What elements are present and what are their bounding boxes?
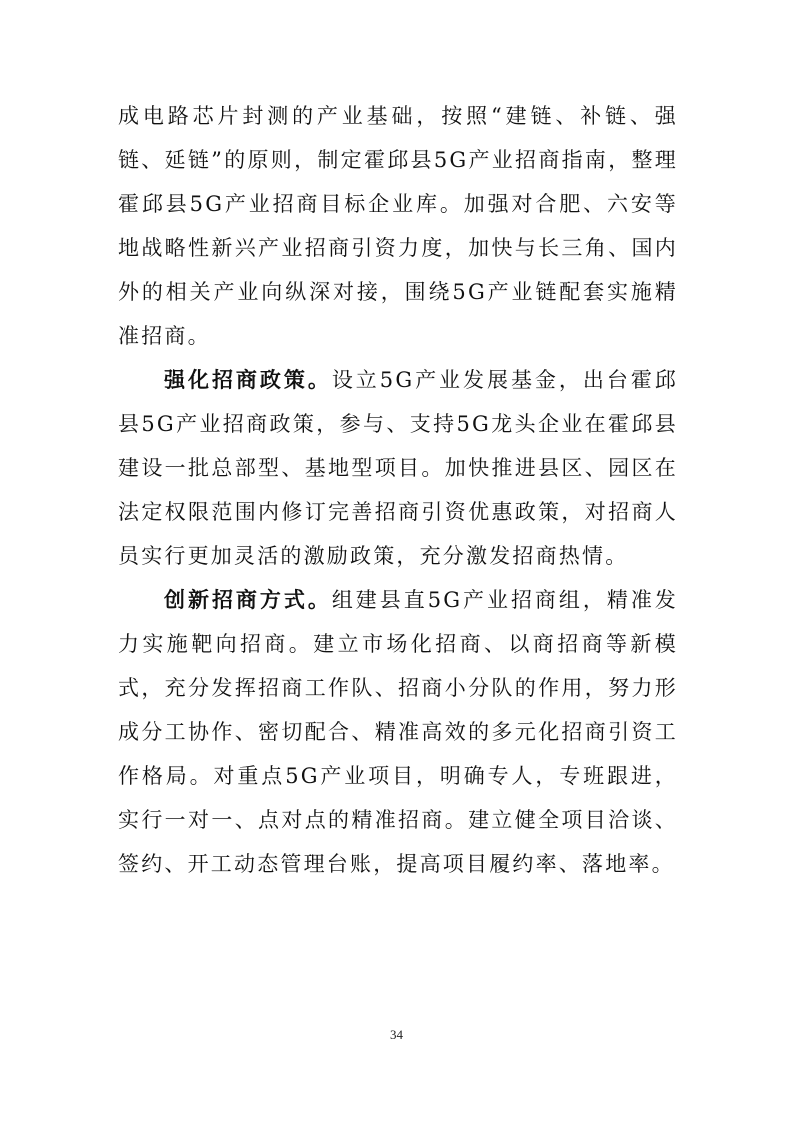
paragraph-text: 组建县直5G产业招商组，精准发力实施靶向招商。建立市场化招商、以商招商等新模式，充分发挥招商工作队、招商小分队的作用，努力形成分工协作、密切配合、精准高效的多元化招商引资工作格局。对重点5G产业项目，明确专人，专班跟进，实行一对一、点对点的精准招商。建立健全项目洽谈、签约、开工动态管理台账，提高项目履约率、落地率。 (118, 588, 678, 876)
paragraph-investment-policy (118, 358, 678, 578)
body-text (118, 94, 678, 886)
page-number: 34 (390, 1027, 403, 1042)
paragraph-text: 成电路芯片封测的产业基础，按照“建链、补链、强链、延链”的原则，制定霍邱县5G产业招商指南，整理霍邱县5G产业招商目标企业库。加强对合肥、六安等地战略性新兴产业招商引资力度，加快与长三角、国内外的相关产业向纵深对接，围绕5G产业链配套实施精准招商。 (118, 104, 678, 348)
paragraph-investment-methods (118, 578, 678, 886)
paragraph-text: 设立5G产业发展基金，出台霍邱县5G产业招商政策，参与、支持5G龙头企业在霍邱县建设一批总部型、基地型项目。加快推进县区、园区在法定权限范围内修订完善招商引资优惠政策，对招商人员实行更加灵活的激励政策，充分激发招商热情。 (118, 368, 678, 568)
paragraph-heading: 创新招商方式。 (164, 588, 332, 612)
paragraph-heading: 强化招商政策。 (164, 368, 332, 392)
paragraph-continuation (118, 94, 678, 358)
